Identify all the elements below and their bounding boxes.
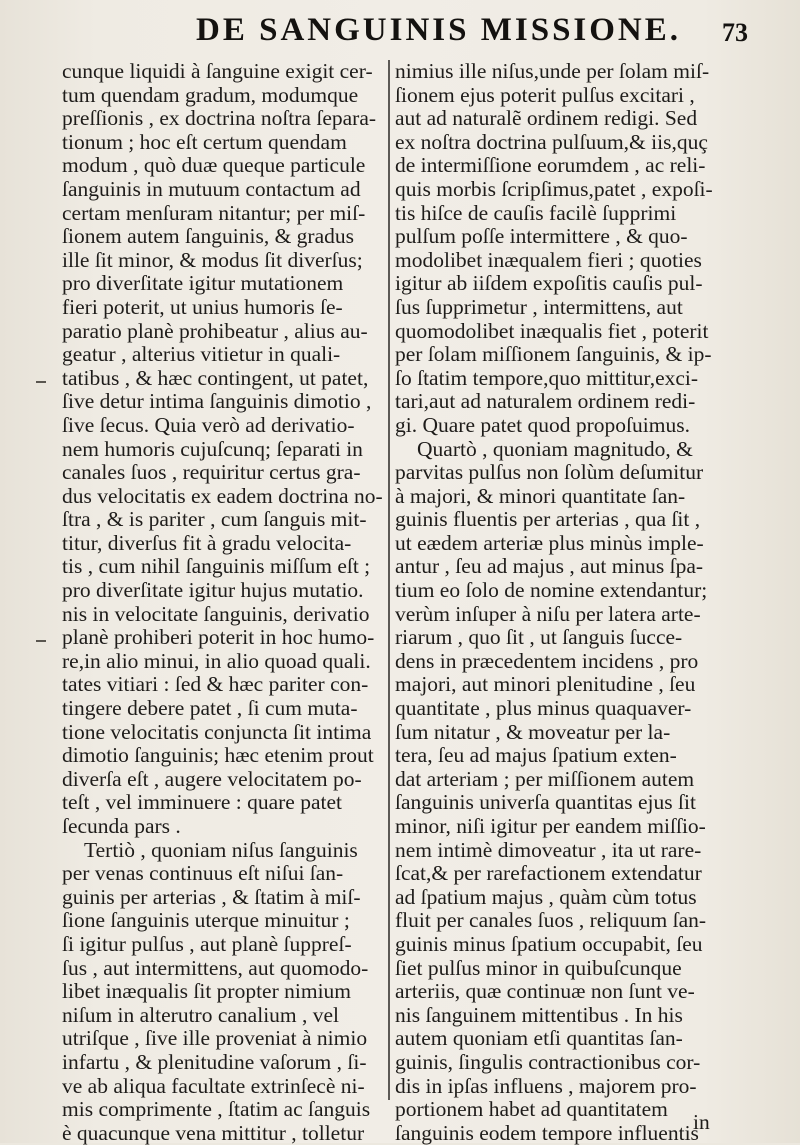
text-line: ſione ſanguinis uterque minuitur ; bbox=[62, 909, 350, 933]
text-line: planè prohiberi poterit in hoc humo- bbox=[62, 626, 375, 650]
text-line: guinis per arterias , & ſtatim à miſ- bbox=[62, 885, 361, 909]
text-line: ſo ſtatim tempore,quo mittitur,exci- bbox=[395, 366, 699, 390]
text-line: tium eo ſolo de nomine extendantur; bbox=[395, 579, 708, 603]
text-line: verùm inſuper à niſu per latera arte- bbox=[395, 602, 701, 626]
text-line: cunque liquidi à ſanguine exigit cer- bbox=[62, 60, 373, 83]
text-line: tari,aut ad naturalem ordinem redi- bbox=[395, 390, 696, 414]
text-line: portionem habet ad quantitatem bbox=[395, 1098, 668, 1122]
text-line: Quartò , quoniam magnitudo, & bbox=[417, 437, 693, 461]
column-divider bbox=[388, 60, 390, 1100]
margin-mark bbox=[36, 640, 46, 642]
text-line: ſiet pulſus minor in quibuſcunque bbox=[395, 956, 682, 980]
text-line: guinis, ſingulis contractionibus cor- bbox=[395, 1050, 701, 1074]
text-line: Tertiò , quoniam niſus ſanguinis bbox=[84, 838, 358, 862]
text-line: teſt , vel imminuere : quare patet bbox=[62, 791, 342, 815]
text-line: certam menſuram nitantur; per miſ- bbox=[62, 201, 366, 225]
text-line: è quacunque vena mittitur , tolletur bbox=[62, 1121, 365, 1145]
text-line: tatibus , & hæc contingent, ut patet, bbox=[62, 366, 369, 390]
text-line: quis morbis ſcripſimus,patet , expoſi- bbox=[395, 177, 713, 201]
text-line: arteriis, quæ continuæ non ſunt ve- bbox=[395, 980, 695, 1004]
text-line: preſſionis , ex doctrina noſtra ſepara- bbox=[62, 107, 377, 131]
text-line: dimotio ſanguinis; hæc etenim prout bbox=[62, 744, 374, 768]
text-line: ve ab aliqua facultate extrinſecè ni- bbox=[62, 1074, 365, 1098]
text-line: tingere debere patet , ſi cum muta- bbox=[62, 697, 358, 721]
text-line: utriſque , ſive ille proveniat à nimio bbox=[62, 1027, 368, 1051]
text-line: canales ſuos , requiritur certus gra- bbox=[62, 461, 361, 485]
text-line: diverſa eſt , augere velocitatem po- bbox=[62, 767, 362, 791]
text-line: ſionem ejus poterit pulſus excitari , bbox=[395, 83, 695, 107]
text-line: tionum ; hoc eſt certum quendam bbox=[62, 130, 347, 154]
text-line: ſive detur intima ſanguinis dimotio , bbox=[62, 390, 372, 414]
text-line: ſive ſecus. Quia verò ad derivatio- bbox=[62, 413, 355, 437]
text-line: tis hiſce de cauſis facilè ſupprimi bbox=[395, 201, 677, 225]
text-line: ſi igitur pulſus , aut planè ſuppreſ- bbox=[62, 932, 352, 956]
text-line: autem quoniam etſi quantitas ſan- bbox=[395, 1027, 683, 1051]
text-line: minor, niſi igitur per eandem miſſio- bbox=[395, 815, 706, 838]
page-number: 73 bbox=[722, 18, 748, 47]
text-line: nis ſanguinem mittentibus . In his bbox=[395, 1003, 683, 1027]
text-line: ille ſit minor, & modus ſit diverſus; bbox=[62, 248, 363, 272]
text-line: modolibet inæqualem fieri ; quoties bbox=[395, 248, 702, 272]
text-line: dens in præcedentem incidens , pro bbox=[395, 649, 699, 673]
text-line: dis in ipſas influens , majorem pro- bbox=[395, 1074, 697, 1098]
text-line: ſecunda pars . bbox=[62, 815, 181, 838]
text-line: parvitas pulſus non ſolùm deſumitur bbox=[395, 461, 704, 485]
text-line: ex noſtra doctrina pulſuum,& iis,quç bbox=[395, 130, 708, 154]
text-line: fieri poterit, ut unius humoris ſe- bbox=[62, 295, 343, 319]
text-line: niſum in alterutro canalium , vel bbox=[62, 1003, 340, 1027]
text-line: guinis minus ſpatium occupabit, ſeu bbox=[395, 932, 703, 956]
text-line: per venas continuus eſt niſui ſan- bbox=[62, 862, 344, 886]
catchword: in bbox=[693, 1110, 710, 1134]
text-line: aut ad naturalẽ ordinem redigi. Sed bbox=[395, 107, 698, 131]
margin-mark bbox=[36, 381, 46, 383]
text-line: quomodolibet inæqualis fiet , poterit bbox=[395, 319, 709, 343]
text-line: ſus , aut intermittens, aut quomodo- bbox=[62, 956, 369, 980]
text-line: antur , ſeu ad majus , aut minus ſpa- bbox=[395, 555, 704, 579]
text-line: paratio planè prohibeatur , alius au- bbox=[62, 319, 368, 343]
text-line: pulſum poſſe intermittere , & quo- bbox=[395, 225, 688, 249]
text-line: per ſolam miſſionem ſanguinis, & ip- bbox=[395, 343, 712, 367]
text-line: quantitate , plus minus quaquaver- bbox=[395, 697, 692, 721]
text-line: geatur , alterius vitietur in quali- bbox=[62, 343, 341, 367]
text-line: gi. Quare patet quod propoſuimus. bbox=[395, 413, 690, 437]
text-line: pro diverſitate igitur mutationem bbox=[62, 272, 344, 296]
text-line: ſionem autem ſanguinis, & gradus bbox=[62, 225, 354, 249]
text-line: ſtra , & is pariter , cum ſanguis mit- bbox=[62, 508, 367, 532]
text-line: nis in velocitate ſanguinis, derivatio bbox=[62, 602, 370, 626]
text-line: nimius ille niſus,unde per ſolam miſ- bbox=[395, 60, 710, 83]
text-line: re,in alio minui, in alio quoad quali. bbox=[62, 649, 371, 673]
text-line: ſcat,& per rarefactionem extendatur bbox=[395, 862, 702, 886]
right-text-column bbox=[395, 60, 735, 1145]
text-line: ut eædem arteriæ plus minùs imple- bbox=[395, 531, 704, 555]
text-line: infartu , & plenitudine vaſorum , ſi- bbox=[62, 1050, 367, 1074]
text-line: nem humoris cujuſcunq; ſeparati in bbox=[62, 437, 363, 461]
text-line: modum , quò duæ queque particule bbox=[62, 154, 366, 178]
text-line: ad ſpatium majus , quàm cùm totus bbox=[395, 885, 697, 909]
text-line: tum quendam gradum, modumque bbox=[62, 83, 359, 107]
left-text-column bbox=[62, 60, 384, 1145]
text-line: nem intimè dimoveatur , ita ut rare- bbox=[395, 838, 702, 862]
text-line: dus velocitatis ex eadem doctrina no- bbox=[62, 484, 383, 508]
text-line: ſanguinis eodem tempore influentis bbox=[395, 1121, 699, 1145]
text-line: fluit per canales ſuos , reliquum ſan- bbox=[395, 909, 707, 933]
text-line: majori, aut minori plenitudine , ſeu bbox=[395, 673, 696, 697]
text-line: titur, diverſus fit à gradu velocita- bbox=[62, 531, 352, 555]
text-line: tera, ſeu ad majus ſpatium exten- bbox=[395, 744, 677, 768]
text-line: ſanguinis univerſa quantitas ejus ſit bbox=[395, 791, 696, 815]
text-line: ſus ſupprimetur , intermittens, aut bbox=[395, 295, 683, 319]
text-line: ſum nitatur , & moveatur per la- bbox=[395, 720, 671, 744]
text-line: de intermiſſione eorumdem , ac reli- bbox=[395, 154, 706, 178]
text-line: riarum , quo ſit , ut ſanguis ſucce- bbox=[395, 626, 683, 650]
text-line: libet inæqualis ſit propter nimium bbox=[62, 980, 352, 1004]
text-line: dat arteriam ; per miſſionem autem bbox=[395, 767, 695, 791]
text-line: mis comprimente , ſtatim ac ſanguis bbox=[62, 1098, 371, 1122]
text-line: tis , cum nihil ſanguinis miſſum eſt ; bbox=[62, 555, 371, 579]
text-line: guinis fluentis per arterias , qua ſit , bbox=[395, 508, 701, 532]
running-title: DE SANGUINIS MISSIONE. bbox=[196, 12, 682, 48]
text-line: tione velocitatis conjuncta ſit intima bbox=[62, 720, 372, 744]
text-line: igitur ab iiſdem expoſitis cauſis pul- bbox=[395, 272, 703, 296]
text-line: ſanguinis in mutuum contactum ad bbox=[62, 177, 361, 201]
text-line: tates vitiari : ſed & hæc pariter con- bbox=[62, 673, 369, 697]
text-line: pro diverſitate igitur hujus mutatio. bbox=[62, 579, 364, 603]
text-line: à majori, & minori quantitate ſan- bbox=[395, 484, 686, 508]
